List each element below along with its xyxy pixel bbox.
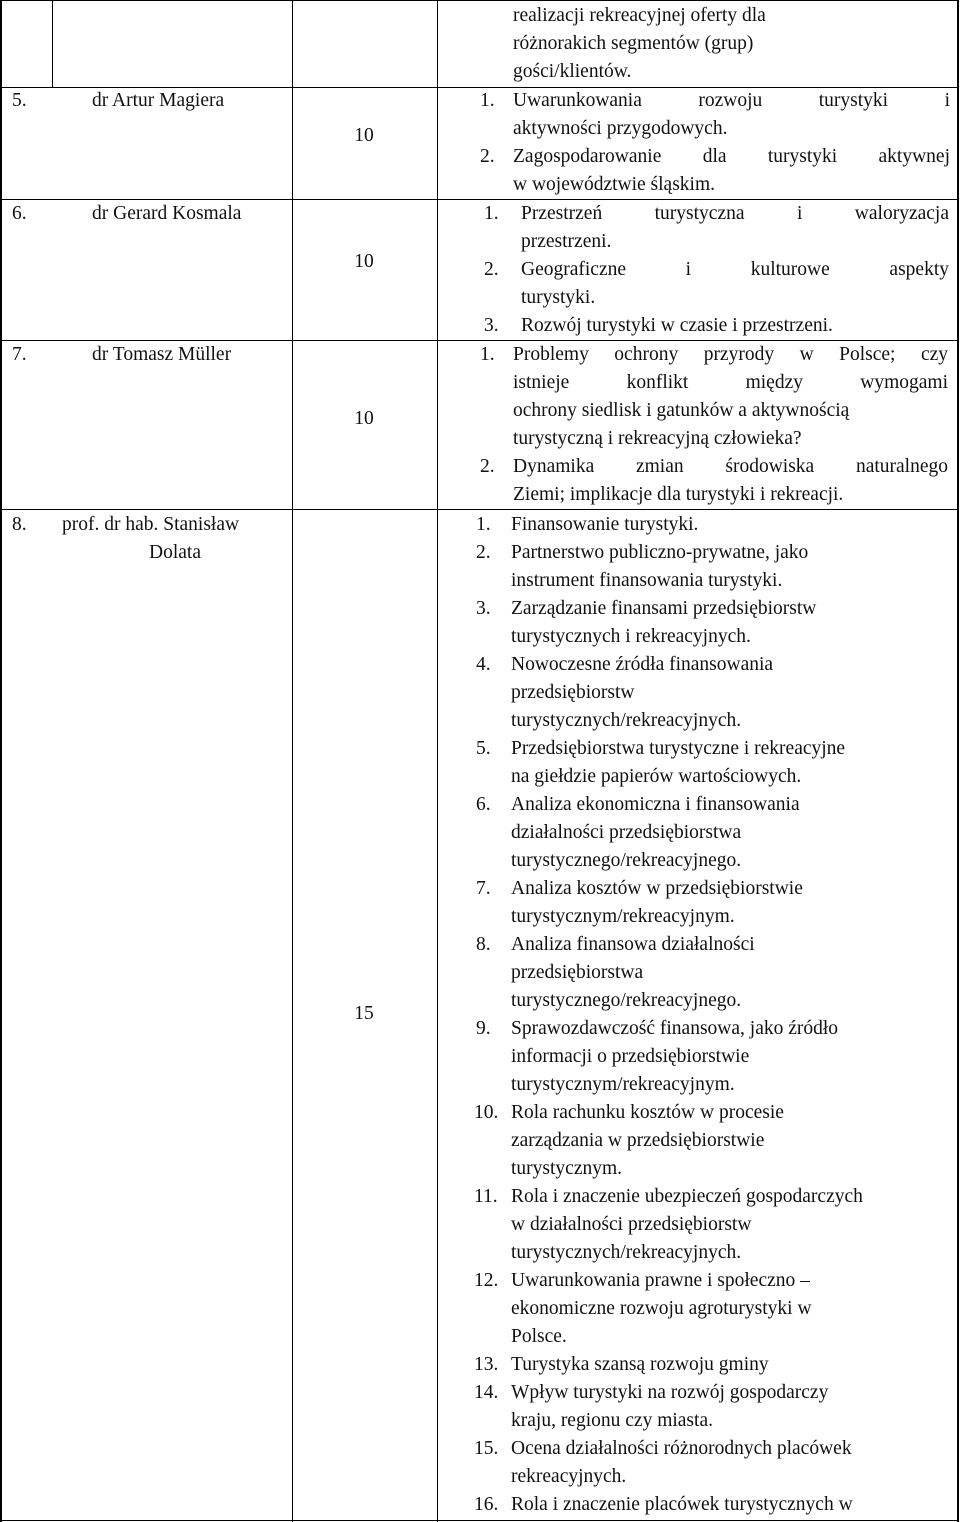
- topic-line: zarządzania w przedsiębiorstwie: [511, 1130, 765, 1151]
- credit-value: 10: [354, 251, 374, 272]
- topic-line: Rozwój turystyki w czasie i przestrzeni.: [521, 315, 833, 336]
- topic-number: 7.: [476, 878, 491, 899]
- topic-line: przedsiębiorstw: [511, 682, 635, 703]
- topic-line: Problemy ochrony przyrody w Polsce; czy: [513, 344, 948, 365]
- topic-number: 1.: [484, 203, 499, 224]
- topic-line: turystycznego/rekreacyjnego.: [511, 990, 742, 1011]
- topic-line: Rola i znaczenie placówek turystycznych w: [511, 1494, 853, 1515]
- row-number: 8.: [12, 514, 27, 535]
- topic-line: Przestrzeń turystyczna i waloryzacja: [521, 203, 949, 224]
- topic-line: turystycznego/rekreacyjnego.: [511, 850, 742, 871]
- row-number: 5.: [12, 90, 27, 111]
- topic-number: 5.: [476, 738, 491, 759]
- continuation-line: gości/klientów.: [513, 61, 632, 82]
- topic-line: aktywności przygodowych.: [513, 118, 728, 139]
- topic-number: 14.: [474, 1382, 499, 1403]
- topic-line: Nowoczesne źródła finansowania: [511, 654, 774, 675]
- topic-line: Analiza finansowa działalności: [511, 934, 755, 955]
- topic-line: w województwie śląskim.: [513, 174, 716, 195]
- topic-line: w działalności przedsiębiorstw: [511, 1214, 752, 1235]
- topic-line: Analiza kosztów w przedsiębiorstwie: [511, 878, 803, 899]
- topic-number: 4.: [476, 654, 491, 675]
- topic-line: Ocena działalności różnorodnych placówek: [511, 1438, 852, 1459]
- topic-number: 3.: [476, 598, 491, 619]
- continuation-line: realizacji rekreacyjnej oferty dla: [513, 5, 766, 26]
- table-border-top: [0, 0, 959, 1]
- topic-line: istnieje konflikt między wymogami: [513, 372, 948, 393]
- topic-line: turystycznych/rekreacyjnych.: [511, 1242, 742, 1263]
- table-border-col1: [52, 0, 53, 87]
- topic-line: rekreacyjnych.: [511, 1466, 627, 1487]
- credit-value: 15: [354, 1003, 374, 1024]
- topic-line: turystycznym/rekreacyjnym.: [511, 906, 735, 927]
- topic-line: turystyczną i rekreacyjną człowieka?: [513, 428, 802, 449]
- topic-line: Geograficzne i kulturowe aspekty: [521, 259, 949, 280]
- topic-number: 10.: [474, 1102, 499, 1123]
- topic-number: 16.: [474, 1494, 499, 1515]
- topic-number: 3.: [484, 315, 499, 336]
- topic-number: 1.: [476, 514, 491, 535]
- topic-line: przedsiębiorstwa: [511, 962, 644, 983]
- topic-line: Uwarunkowania rozwoju turystyki i: [513, 90, 950, 111]
- topic-number: 2.: [484, 259, 499, 280]
- table-border-col3: [437, 0, 438, 1522]
- topic-number: 9.: [476, 1018, 491, 1039]
- topic-line: Finansowanie turystyki.: [511, 514, 699, 535]
- topic-line: Zarządzanie finansami przedsiębiorstw: [511, 598, 817, 619]
- lecturer-name: dr Gerard Kosmala: [92, 203, 242, 224]
- topic-line: Przedsiębiorstwa turystyczne i rekreacyjne: [511, 738, 846, 759]
- table-border-left: [0, 0, 2, 1522]
- topic-line: Rola i znaczenie ubezpieczeń gospodarczych: [511, 1186, 863, 1207]
- topic-number: 2.: [480, 146, 495, 167]
- table-row-divider: [0, 509, 959, 510]
- topic-line: Partnerstwo publiczno-prywatne, jako: [511, 542, 809, 563]
- topic-line: Zagospodarowanie dla turystyki aktywnej: [513, 146, 950, 167]
- topic-number: 13.: [474, 1354, 499, 1375]
- table-border-right: [957, 0, 959, 1522]
- topic-line: instrument finansowania turystyki.: [511, 570, 783, 591]
- topic-line: Polsce.: [511, 1326, 567, 1347]
- topic-line: Analiza ekonomiczna i finansowania: [511, 794, 800, 815]
- topic-number: 8.: [476, 934, 491, 955]
- topic-number: 11.: [474, 1186, 498, 1207]
- lecturer-name-continued: Dolata: [149, 542, 201, 563]
- topic-line: Turystyka szansą rozwoju gminy: [511, 1354, 769, 1375]
- topic-line: Sprawozdawczość finansowa, jako źródło: [511, 1018, 839, 1039]
- topic-line: ochrony siedlisk i gatunków a aktywnością: [513, 400, 850, 421]
- topic-number: 1.: [480, 344, 495, 365]
- topic-line: Wpływ turystyki na rozwój gospodarczy: [511, 1382, 829, 1403]
- topic-number: 2.: [480, 456, 495, 477]
- topic-number: 15.: [474, 1438, 499, 1459]
- table-border-bottom: [0, 1520, 959, 1521]
- topic-line: Dynamika zmian środowiska naturalnego: [513, 456, 948, 477]
- lecturer-name: dr Artur Magiera: [92, 90, 225, 111]
- topic-line: przestrzeni.: [521, 231, 612, 252]
- topic-line: ekonomiczne rozwoju agroturystyki w: [511, 1298, 812, 1319]
- topic-number: 6.: [476, 794, 491, 815]
- topic-line: turystycznym.: [511, 1158, 623, 1179]
- topic-line: Rola rachunku kosztów w procesie: [511, 1102, 784, 1123]
- lecturer-name: prof. dr hab. Stanisław: [62, 514, 240, 535]
- topic-line: Uwarunkowania prawne i społeczno –: [511, 1270, 810, 1291]
- topic-number: 2.: [476, 542, 491, 563]
- topic-line: turystycznych i rekreacyjnych.: [511, 626, 751, 647]
- topic-line: kraju, regionu czy miasta.: [511, 1410, 713, 1431]
- topic-line: działalności przedsiębiorstwa: [511, 822, 742, 843]
- topic-line: Ziemi; implikacje dla turystyki i rekreacji.: [513, 484, 844, 505]
- lecturer-name: dr Tomasz Müller: [92, 344, 232, 365]
- topic-number: 1.: [480, 90, 495, 111]
- continuation-line: różnorakich segmentów (grup): [513, 33, 754, 54]
- table-border-col2: [292, 0, 293, 1522]
- topic-line: informacji o przedsiębiorstwie: [511, 1046, 750, 1067]
- row-number: 6.: [12, 203, 27, 224]
- credit-value: 10: [354, 408, 374, 429]
- row-number: 7.: [12, 344, 27, 365]
- topic-line: turystycznym/rekreacyjnym.: [511, 1074, 735, 1095]
- topic-number: 12.: [474, 1270, 499, 1291]
- topic-line: na giełdzie papierów wartościowych.: [511, 766, 802, 787]
- topic-line: turystycznych/rekreacyjnych.: [511, 710, 742, 731]
- topic-line: turystyki.: [521, 287, 596, 308]
- credit-value: 10: [354, 125, 374, 146]
